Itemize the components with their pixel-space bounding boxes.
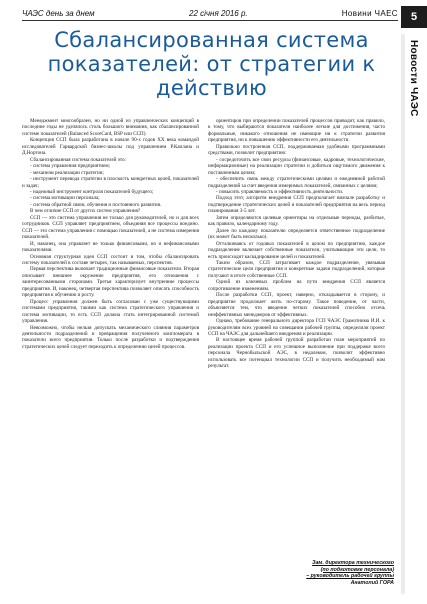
article-paragraph: - система обратной связи, обучения и постоянного развития. [30,201,162,208]
article-paragraph: - надежный инструмент контроля показателей будущего; [30,188,154,195]
article-right-column [208,118,385,370]
signature-line: Зам. директора технического [312,560,394,566]
article-paragraph: - обеспечить связь между стратегическими целями и ежедневной работой подразделений за счет введения измеримых показателей, связанных с целями; [208,176,385,189]
article-title: Сбалансированная система показателей: от стратегии к действию [47,28,376,100]
rubric-label: ЧАЭС день за днем [22,9,95,18]
page-header [22,7,398,20]
article-paragraph: Сбалансированная система показателей это: [30,156,127,163]
issue-date: 22 січня 2016 р. [189,9,248,18]
article-paragraph: После разработки ССП, проект, наверно, откладывается в сторону, и предприятие продолжает жить по-старому. Такое поведение, от части, объясняется тем, что введение четких показателей способно отсечь неэффективных менеджеров от эффективных. [208,292,385,318]
article-paragraph: Основная структурная идея ССП состоит в том, чтобы сбалансировать систему показателей в составе четырех, так называемых, перспектив. [22,253,199,266]
article-paragraph: Однако, требование генерального директора ГСП ЧАЭС Грамотнима И.И. к руководителям всех уровней на совещании рабочей группы, определили проект ССП на ЧАЭС для дальнейшего внедрения и реализации. [208,318,385,337]
article-paragraph: Менеджмент многообразен, но ни одной из управленческих концепций в последние годы не уделялось столь большого внимания, как сбалансированной системе показателей (Balanced ScoreCard, BSP или ССП). [22,118,199,137]
article-signature [276,560,394,586]
signature-author: Анатолий ГОРА [350,579,394,586]
article-paragraph: Одной из ключевых проблем на пути внедрения ССП является сопротивление изменениям. [208,279,385,292]
article-paragraph: Процесс управления должен быть согласован с уже существующими системами предприятия, такими как система стратегического управления и система мотивации, то есть ССП должна стать интегрированной системой управления. [22,298,199,325]
article-paragraph: - сосредоточить все свои ресурсы (финансовые, кадровые, технологические, информационные) на реализации стратегии и добиться ощутимого движения к поставленным целям; [208,156,385,176]
article-paragraph: В чем отличие ССП от других систем управления? [30,208,141,215]
article-paragraph: И, наконец, она управляет не только финансовыми, но и нефинансовыми показателями. [22,240,199,254]
section-label: Новости ЧАЭС [408,40,419,117]
article-paragraph: Отталкиваясь от годовых показателей в целом по предприятию, каждое подразделение включает собственные показатели, учитывающие эти цели, то есть происходит каскадирование целей и показателей. [208,240,385,260]
article-paragraph: Концепция ССП была разработана в начале 90-х годов XX века командой исследователей Гарвардской бизнес-школы под управлением Р.Каплана и Д.Нортона. [22,137,199,157]
article-paragraph: - механизм реализации стратегии; [30,169,104,176]
article-paragraph: ССП — это система управления не только для руководителей, но и для всех сотрудников. ССП управляет предприятием, объединяя все процессы воедино. ССП — это система управления с помощью показателей, а не система измерения показателей. [22,214,199,241]
page-number: 5 [401,6,427,28]
article-paragraph: В настоящее время рабочей группой разработан план мероприятий по реализации проекта ССП и его успешное выполнение при поддержке всего персонала Чернобыльской АЭС, в недалеком, позволит эффективно использовать все потенциал технологии ССП и получить необходимый нам результат. [208,337,385,370]
signature-line: – руководитель рабочей группы [306,573,394,579]
article-paragraph: Подход этот, алгоритм внедрения ССП предполагает вначале разработку и подтверждение стратегических целей и показателей предприятия на весь период планирования 3-5 лет. [208,195,385,215]
side-bar [401,34,405,594]
article-paragraph: - повысить управляемость и эффективность деятельности. [216,188,344,195]
signature-line: (по подготовке персонала) [320,566,394,573]
article-paragraph: - система управления предприятием; [30,163,110,170]
article-paragraph: Таким образом, ССП затрагивает каждое подразделение, увязывая стратегические цели предприятия и конкретные задачи подразделений, которые получают в итоге собственные ССП. [208,259,385,279]
article-paragraph: - система мотивации персонала; [30,195,100,202]
article-paragraph: Далее по каждому показателю определяется ответственное подразделение (их может быть несколько). [208,227,385,241]
article-paragraph: Невозможно, чтобы нельзя допускать механического слияния параметров деятельности подразделений и превращения полученного конгломерата в показатели всего предприятия. Только после разработки и подтверждения стратегических целей следует переходить к определению целей процессов. [22,324,199,350]
header-rule [22,20,398,21]
article-paragraph: Затем определяются целевые ориентиры на отдельные периоды, разбитые, как правило, календарному году. [208,214,385,228]
article-paragraph: - инструмент перевода стратегии в плоскость конкретных целей, показателей и задач; [22,176,199,189]
side-tab [401,0,427,604]
article-left-column [22,118,199,350]
article-paragraph: Правильно построенная ССП, поддерживаемая удобными программными средствами, позволит предприятию: [208,143,385,157]
newspaper-name: Новини ЧАЕС [341,9,398,18]
article-paragraph: ориентиров при определении показателей процессов приводит, как правило, к тому, что выбираются показатели наиболее легкие для достижения, часто формальные, никакого отношения не имеющие ни к стратегии развития предприятия, ни к повышению эффективности его деятельности. [208,118,385,144]
article-paragraph: Первая перспектива включает традиционные финансовые показатели. Вторая описывает внешнее окружение предприятия, его отношения с заинтересованными сторонами. Третья характеризует внутренние процессы предприятия. И, наконец, четвертая перспектива позволяет описать способность предприятия к обучению и росту. [22,266,199,299]
